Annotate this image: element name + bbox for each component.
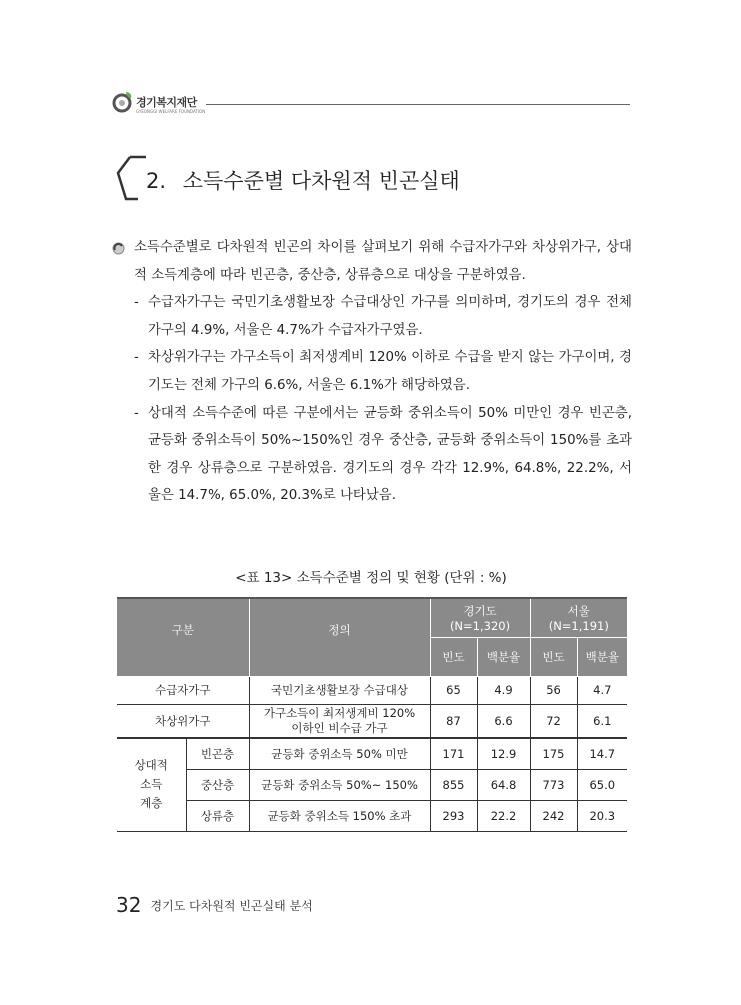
table-row: 상류층 균등화 중위소득 150% 초과 293 22.2 242 20.3 xyxy=(117,800,627,831)
header-se-pct: 백분율 xyxy=(577,637,627,676)
header-gg-pct: 백분율 xyxy=(477,637,530,676)
page-number: 32 xyxy=(116,893,142,917)
header-gyeonggi: 경기도 (N=1,320) xyxy=(430,598,530,637)
table-row: 중산층 균등화 중위소득 50%~ 150% 855 64.8 773 65.0 xyxy=(117,769,627,800)
intro-text: 소득수준별로 다차원적 빈곤의 차이를 살펴보기 위해 수급자가구와 차상위가구, 상대적 소득계층에 따라 빈곤층, 중산층, 상류층으로 대상을 구분하였음. xyxy=(134,240,632,283)
running-header xyxy=(112,90,630,120)
section-heading xyxy=(112,155,532,205)
table-row: 수급자가구 국민기초생활보장 수급대상 65 4.9 56 4.7 xyxy=(117,676,627,704)
section-title xyxy=(146,165,460,195)
body-text xyxy=(112,234,632,510)
org-name: 경기복지재단 xyxy=(136,96,197,109)
intro-paragraph xyxy=(112,234,632,289)
foundation-logo-icon xyxy=(112,90,134,114)
dash-item-text: 상대적 소득수준에 따른 구분에서는 균등화 중위소득이 50% 미만인 경우 빈곤층, 균등화 중위소득이 50%~150%인 경우 중산층, 균등화 중위소득이 150%를 초과한 경우 상류층으로 구분하였음. 경기도의 경우 각각 12.9%, 64.8%, 22.2%, 서울은 14.7%, 65.0%, 20.3%로 나타났음. xyxy=(148,405,632,504)
org-subtitle: GYEONGGI WELFARE FOUNDATION xyxy=(136,109,206,114)
dash-item-text: 차상위가구는 가구소득이 최저생계비 120% 이하로 수급을 받지 않는 가구이며, 경기도는 전체 가구의 6.6%, 서울은 6.1%가 해당하였음. xyxy=(148,350,632,393)
dash-marker: - xyxy=(134,405,139,421)
dash-item xyxy=(112,400,632,510)
table-caption: <표 13> 소득수준별 정의 및 현황 (단위 : %) xyxy=(235,570,507,586)
page-footer xyxy=(116,893,313,917)
book-title: 경기도 다차원적 빈곤실태 분석 xyxy=(150,898,313,913)
header-seoul: 서울 (N=1,191) xyxy=(530,598,627,637)
header-definition: 정의 xyxy=(249,598,430,676)
section-title-text: 소득수준별 다차원적 빈곤실태 xyxy=(182,169,460,193)
income-level-table xyxy=(117,597,627,832)
dash-item xyxy=(112,344,632,399)
table-row: 상대적 소득 계층 빈곤층 균등화 중위소득 50% 미만 171 12.9 175 14.7 xyxy=(117,738,627,769)
dash-item-text: 수급자가구는 국민기초생활보장 수급대상인 가구를 의미하며, 경기도의 경우 전체 가구의 4.9%, 서울은 4.7%가 수급자가구였음. xyxy=(148,295,632,338)
dash-marker: - xyxy=(134,295,139,311)
group-label: 상대적 소득 계층 xyxy=(117,738,186,831)
header-se-freq: 빈도 xyxy=(530,637,577,676)
header-gg-freq: 빈도 xyxy=(430,637,477,676)
header-rule xyxy=(206,104,630,105)
table-row: 차상위가구 가구소득이 최저생계비 120% 이하인 비수급 가구 87 6.6 72 6.1 xyxy=(117,704,627,738)
section-number: 2. xyxy=(146,169,167,193)
dash-item xyxy=(112,289,632,344)
bullet-icon xyxy=(112,242,125,255)
dash-marker: - xyxy=(134,350,139,366)
header-category: 구분 xyxy=(117,598,249,676)
